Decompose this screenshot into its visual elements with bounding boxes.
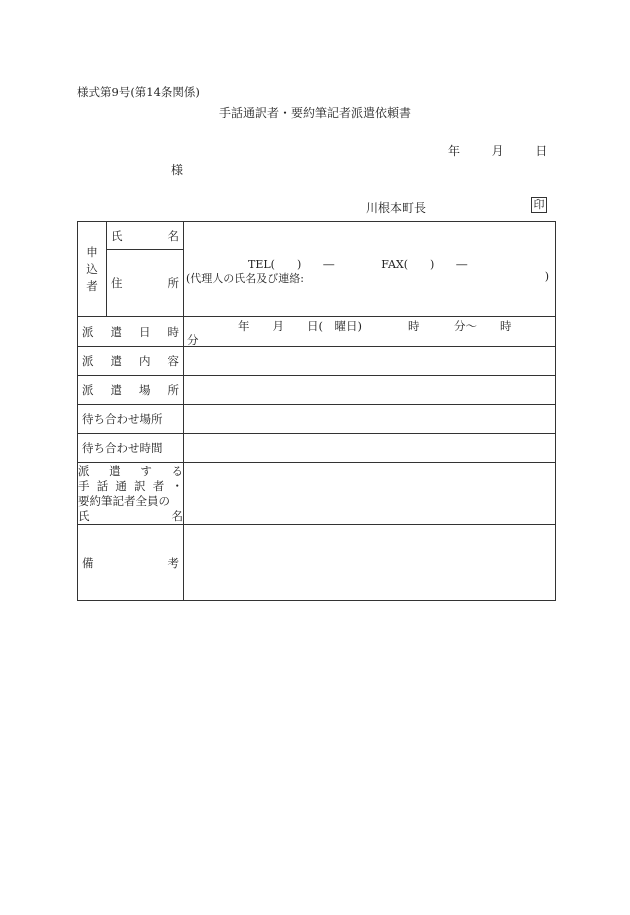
dispatch-content-field[interactable] bbox=[184, 347, 556, 376]
label-line: 要約筆記者全員の bbox=[78, 493, 170, 508]
label-char: 手 bbox=[78, 478, 90, 493]
label-char: 派 bbox=[82, 324, 94, 339]
name-label bbox=[107, 222, 184, 250]
label-char: 通 bbox=[115, 478, 127, 493]
label-char: 話 bbox=[96, 478, 109, 493]
interpreter-names-field[interactable] bbox=[184, 463, 556, 525]
addressee-suffix: 様 bbox=[171, 163, 184, 177]
issuer-name: 川根本町長 bbox=[366, 201, 427, 215]
label-char: 日 bbox=[139, 324, 151, 339]
request-form-table bbox=[77, 221, 556, 601]
label-char: 場 bbox=[139, 383, 151, 397]
form-number: 様式第9号(第14条関係) bbox=[77, 85, 200, 99]
label-char: 内 bbox=[139, 354, 151, 368]
address-label-char: 住 bbox=[111, 276, 123, 290]
dispatch-datetime-template: 年 月 日( 曜日) 時 分～ 時 bbox=[238, 319, 512, 333]
label-char: 遣 bbox=[110, 383, 122, 397]
label-char: 者 bbox=[152, 478, 165, 493]
label-char: 派 bbox=[82, 383, 94, 397]
dispatch-place-label bbox=[78, 376, 184, 405]
proxy-close: ) bbox=[544, 270, 549, 283]
label-char: 遣 bbox=[109, 463, 121, 478]
dispatch-place-field[interactable] bbox=[184, 376, 556, 405]
label-char: 訳 bbox=[134, 478, 146, 493]
applicant-char: 申 bbox=[86, 244, 98, 259]
label-char: 遣 bbox=[110, 354, 122, 368]
label-char: す bbox=[140, 463, 152, 478]
label-char: 名 bbox=[171, 508, 183, 523]
name-label-char: 氏 bbox=[111, 228, 123, 243]
name-label-char: 名 bbox=[167, 228, 179, 243]
submission-date bbox=[448, 142, 547, 159]
interpreter-names-label bbox=[78, 463, 184, 525]
meeting-place-label: 待ち合わせ場所 bbox=[78, 405, 184, 434]
label-char: ・ bbox=[171, 478, 183, 493]
meeting-place-field[interactable] bbox=[184, 405, 556, 434]
tel-label: TEL( ) ― bbox=[248, 258, 335, 271]
document-title: 手話通訳者・要約筆記者派遣依頼書 bbox=[218, 106, 411, 120]
remarks-field[interactable] bbox=[184, 525, 556, 601]
date-year-label: 年 bbox=[448, 144, 461, 158]
date-day-label: 日 bbox=[535, 144, 548, 158]
label-char: 時 bbox=[167, 324, 179, 339]
meeting-time-label: 待ち合わせ時間 bbox=[78, 434, 184, 463]
label-char: 容 bbox=[167, 354, 179, 368]
applicant-group-label bbox=[78, 222, 107, 317]
address-label-char: 所 bbox=[167, 276, 179, 290]
dispatch-datetime-label bbox=[78, 317, 184, 347]
applicant-info-field[interactable] bbox=[184, 222, 556, 317]
dispatch-datetime-template-cont: 分 bbox=[187, 333, 199, 347]
fax-label: FAX( ) ― bbox=[381, 258, 468, 271]
applicant-char: 込 bbox=[86, 261, 98, 276]
remarks-label bbox=[78, 525, 184, 601]
label-char: 派 bbox=[78, 463, 90, 478]
label-char: 派 bbox=[82, 354, 94, 368]
dispatch-datetime-field[interactable] bbox=[184, 317, 556, 347]
dispatch-content-label bbox=[78, 347, 184, 376]
seal-stamp-box: 印 bbox=[531, 197, 547, 213]
label-char: 遣 bbox=[110, 324, 122, 339]
label-char: 考 bbox=[167, 555, 179, 570]
label-char: る bbox=[171, 463, 183, 478]
proxy-contact-line bbox=[186, 270, 549, 286]
label-char: 氏 bbox=[78, 508, 90, 523]
proxy-label: (代理人の氏名及び連絡: bbox=[186, 272, 304, 285]
meeting-time-field[interactable] bbox=[184, 434, 556, 463]
label-char: 所 bbox=[167, 383, 179, 397]
date-month-label: 月 bbox=[491, 144, 504, 158]
applicant-char: 者 bbox=[86, 278, 98, 293]
address-label bbox=[107, 250, 184, 317]
label-char: 備 bbox=[82, 555, 94, 570]
